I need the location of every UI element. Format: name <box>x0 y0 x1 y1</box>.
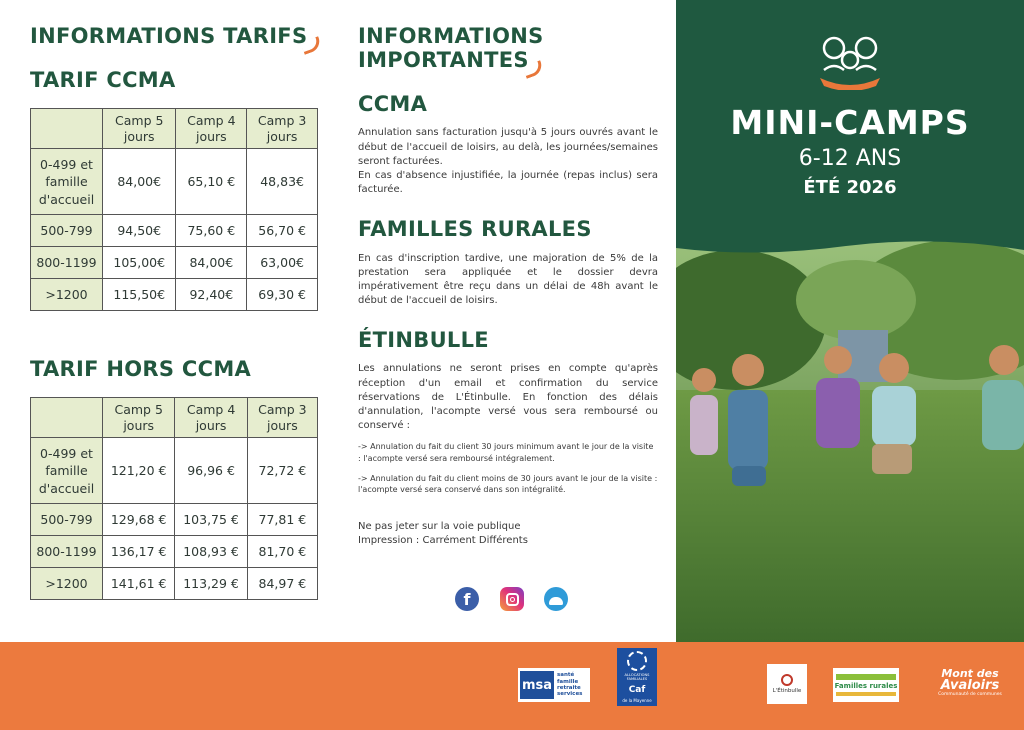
ccma-heading: CCMA <box>358 92 428 117</box>
header-camp3: Camp 3 jours <box>247 109 318 149</box>
children-icon <box>810 30 890 90</box>
price-cell: 69,30 € <box>247 279 318 311</box>
tarifs-column <box>30 24 330 600</box>
table-row <box>31 215 318 247</box>
msa-logo <box>518 668 590 702</box>
header-camp4: Camp 4 jours <box>175 398 247 438</box>
tarif-hors-title: TARIF HORS CCMA <box>30 357 252 382</box>
etinbulle-mark-icon <box>781 674 793 686</box>
table-row <box>31 568 318 600</box>
ccma-text1: Annulation sans facturation jusqu'à 5 jours ouvrés avant le début de l'accueil de loisirs, au delà, les journées/semaines seront facturées. <box>358 127 658 167</box>
price-cell: 84,00€ <box>103 149 176 215</box>
hero-season: ÉTÉ 2026 <box>803 177 897 198</box>
table-row <box>31 536 318 568</box>
instagram-icon[interactable] <box>500 587 524 611</box>
tarif-ccma-table <box>30 108 318 311</box>
price-cell: 96,96 € <box>175 438 247 504</box>
price-cell: 92,40€ <box>176 279 247 311</box>
familles-rurales-name: Familles rurales <box>834 682 898 690</box>
price-cell: 63,00€ <box>247 247 318 279</box>
row-label: 500-799 <box>31 215 103 247</box>
caf-star-icon <box>627 651 647 671</box>
price-cell: 136,17 € <box>103 536 175 568</box>
header-camp5: Camp 5 jours <box>103 109 176 149</box>
mont-line1: Mont des <box>941 667 999 680</box>
caf-name: Caf <box>628 684 646 695</box>
tarifs-title: INFORMATIONS TARIFS <box>30 24 308 48</box>
etinbulle-note1: -> Annulation du fait du client 30 jours minimum avant le jour de la visite : l'acompte versé sera remboursé intégralement. <box>358 442 654 463</box>
header-camp3: Camp 3 jours <box>247 398 317 438</box>
caf-logo <box>617 648 657 706</box>
price-cell: 81,70 € <box>247 536 317 568</box>
facebook-icon[interactable]: f <box>455 587 479 611</box>
price-cell: 113,29 € <box>175 568 247 600</box>
etinbulle-name: L'Étinbulle <box>772 688 802 694</box>
etinbulle-logo <box>767 664 807 704</box>
price-cell: 121,20 € <box>103 438 175 504</box>
msa-line: retraite <box>557 685 581 691</box>
price-cell: 84,00€ <box>176 247 247 279</box>
table-row <box>31 247 318 279</box>
footer-print: Impression : Carrément Différents <box>358 534 528 546</box>
msa-line: services <box>557 691 583 698</box>
price-cell: 103,75 € <box>175 504 247 536</box>
price-cell: 77,81 € <box>247 504 317 536</box>
price-cell: 84,97 € <box>247 568 317 600</box>
hero-subtitle: 6-12 ANS <box>798 146 902 171</box>
infos-column <box>358 24 658 548</box>
mont-sub: Communauté de communes <box>938 692 1002 697</box>
tarif-ccma-title: TARIF CCMA <box>30 68 176 93</box>
price-cell: 105,00€ <box>103 247 176 279</box>
row-label: >1200 <box>31 568 103 600</box>
infos-title-line1: INFORMATIONS <box>358 24 544 48</box>
etinbulle-icon[interactable] <box>544 587 568 611</box>
partners-band <box>0 642 1024 730</box>
price-cell: 48,83€ <box>247 149 318 215</box>
row-label: 0-499 et famille d'accueil <box>31 149 103 215</box>
ccma-text2: En cas d'absence injustifiée, la journée (repas inclus) sera facturée. <box>358 169 658 196</box>
msa-mark: msa <box>520 671 554 699</box>
price-cell: 141,61 € <box>103 568 175 600</box>
caf-top: ALLOCATIONS FAMILIALES <box>624 673 650 681</box>
msa-line: famille <box>557 678 579 685</box>
tarif-hors-table <box>30 397 318 600</box>
etinbulle-heading: ÉTINBULLE <box>358 328 489 353</box>
infos-title-line2: IMPORTANTES <box>358 48 529 73</box>
etinbulle-text: Les annulations ne seront prises en compte qu'après réception d'un email et confirmation du service réservations de L'Étinbulle. En fonction des délais d'annulation, l'acompte versé vous sera remboursé ou conservé : <box>358 363 658 432</box>
row-label: >1200 <box>31 279 103 311</box>
price-cell: 56,70 € <box>247 215 318 247</box>
msa-line: santé <box>557 672 575 679</box>
familles-text: En cas d'inscription tardive, une majoration de 5% de la prestation sera appliquée et le dossier devra impérativement être reçu dans un délai de 48h avant le début de l'accueil de loisirs. <box>358 252 658 307</box>
table-row <box>31 279 318 311</box>
caf-sub: de la Mayenne <box>622 698 652 703</box>
header-camp5: Camp 5 jours <box>103 398 175 438</box>
familles-heading: FAMILLES RURALES <box>358 217 592 242</box>
etinbulle-note2: -> Annulation du fait du client moins de 30 jours avant le jour de la visite : l'acompte versé sera conservé dans son intégralité. <box>358 473 658 495</box>
children-photo <box>676 230 1024 642</box>
mont-line2: Avaloirs <box>940 678 1000 693</box>
familles-rurales-logo <box>833 668 899 702</box>
table-row <box>31 438 318 504</box>
row-label: 800-1199 <box>31 247 103 279</box>
row-label: 800-1199 <box>31 536 103 568</box>
header-camp4: Camp 4 jours <box>176 109 247 149</box>
price-cell: 115,50€ <box>103 279 176 311</box>
table-corner <box>31 109 103 149</box>
price-cell: 65,10 € <box>176 149 247 215</box>
mont-avaloirs-logo <box>922 668 1018 697</box>
row-label: 0-499 et famille d'accueil <box>31 438 103 504</box>
table-row <box>31 149 318 215</box>
hero-panel <box>676 0 1024 250</box>
price-cell: 108,93 € <box>175 536 247 568</box>
hero-title: MINI-CAMPS <box>730 103 970 142</box>
price-cell: 75,60 € <box>176 215 247 247</box>
table-corner <box>31 398 103 438</box>
price-cell: 72,72 € <box>247 438 317 504</box>
table-row <box>31 504 318 536</box>
row-label: 500-799 <box>31 504 103 536</box>
footer-no-litter: Ne pas jeter sur la voie publique <box>358 520 521 532</box>
price-cell: 129,68 € <box>103 504 175 536</box>
price-cell: 94,50€ <box>103 215 176 247</box>
